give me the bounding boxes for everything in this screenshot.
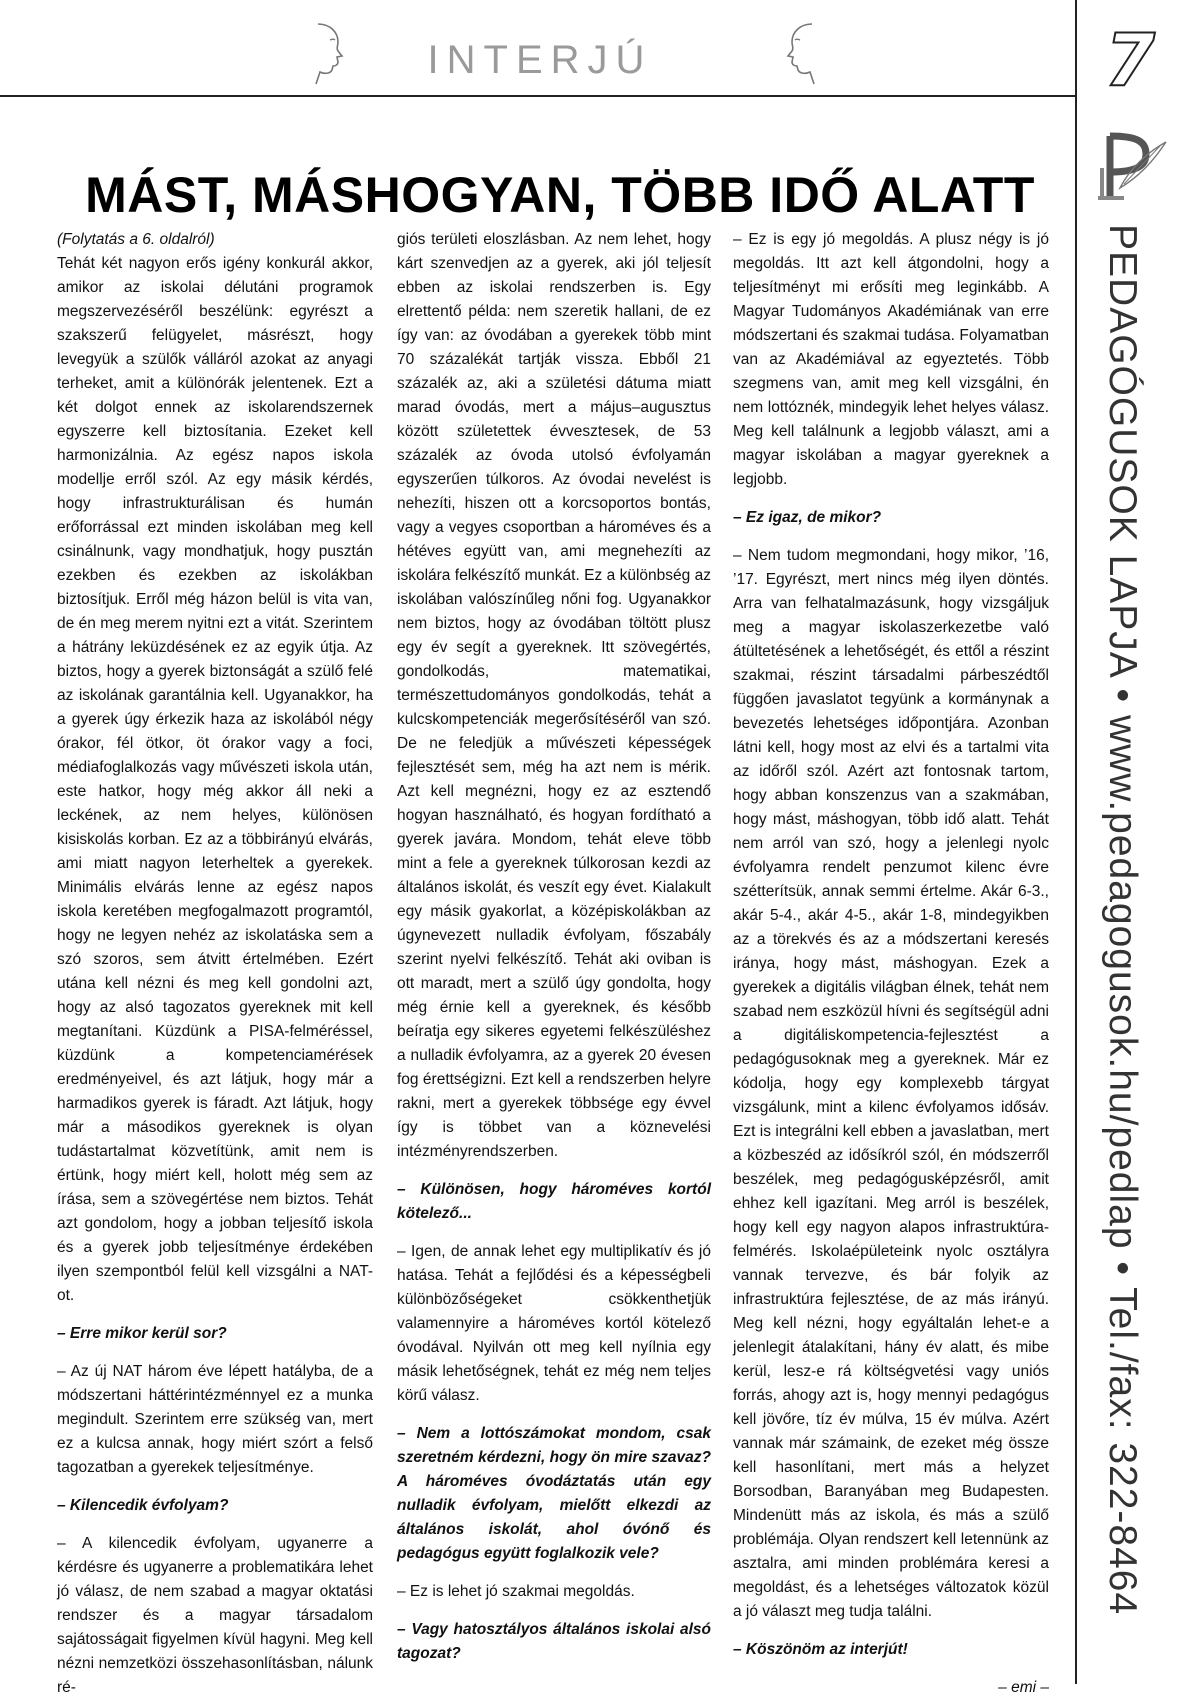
interview-question: – Erre mikor kerül sor? (57, 1325, 227, 1342)
page-number: 7 (1104, 18, 1156, 102)
article-column-3 (733, 228, 1049, 1700)
interview-answer: – Ez is egy jó megoldás. A plusz négy is jó megoldás. Itt azt kell átgondolni, hogy a teljesítményt mi erősíti meg leginkább. A Magyar Tudományos Akadémiának van erre módszertani és szakmai tudása. Folyamatban van az Akadémiával az egyeztetés. Több szegmens van, amit meg kell vizsgálni, én nem lottóznék, mindegyik lehet helyes válasz. Meg kell találnunk a legjobb választ, ami a magyar iskolában a magyar gyereknek a legjobb. (733, 231, 1049, 488)
article-column-1 (57, 228, 373, 1700)
interview-answer: – Az új NAT három éve lépett hatályba, de a módszertani háttérintézménnyel ez a munka megindult. Szerintem erre szükség van, mert ez a kulcsa annak, hogy miért szórt a felső tagozatban a gyerekek teljesítménye. (57, 1363, 373, 1476)
interview-question: – Nem a lottószámokat mondom, csak szeretném kérdezni, hogy ön mire szavaz? A hároméves óvodáztatás után egy nulladik évfolyam, mielőtt elkezdi az általános iskolát, ahol óvónő és pedagógus együtt foglalkozik vele? (397, 1425, 711, 1562)
pl-feather-logo (1090, 128, 1170, 208)
interview-question: – Ez igaz, de mikor? (733, 509, 882, 526)
face-profile-left-icon (770, 18, 840, 88)
interview-question: – Vagy hatosztályos általános iskolai alsó tagozat? (397, 1621, 711, 1662)
rail-divider (1075, 0, 1077, 1684)
author-signature: – emi – (998, 1679, 1049, 1696)
paragraph: Tehát két nagyon erős igény konkurál akkor, amikor az iskolai délutáni programok megszervezéséről beszélünk: egyrészt a szakszerű felügyelet, másrészt, hogy levegyük a szülők válláról azokat az anyagi terheket, amit a különórák jelentenek. Ezt a két dolgot ennek az iskolarendszernek egyszerre kell biztosítania. Ezeket kell harmonizálnia. Az egész napos iskola modellje erről szól. Az egy másik kérdés, hogy infrastrukturálisan és humán erőforrással ezt minden iskolában meg kell csinálnunk, vagy mondhatjuk, hogy pusztán ezekben és ezekben az iskolákban biztosítjuk. Erről még házon belül is vita van, de én meg merem nyitni ezt a vitát. Szerintem a hátrány leküzdésének ez az egyik útja. Az biztos, hogy a gyerek biztonságát a szülő felé az iskolának garantálnia kell. Ugyanakkor, ha a gyerek úgy érkezik haza az iskolából négy órakor, fél ötkor, öt órakor vagy a foci, médiafoglalkozás vagy művészeti iskola után, este hatkor, hogy még akkor áll neki a leckének, az nem helyes, különösen kisiskolás korban. Ez az a többirányú elvárás, ami miatt nagyon leterheltek a gyerekek. Minimális elvárás lenne az egész napos iskola keretében megfogalmazott programtól, hogy ne legyen nehéz az iskolatáska sem a szó szoros, sem átvitt értelmében. Ezért utána kell nézni és meg kell gondolni azt, hogy az alsó tagozatos gyereknek mit kell megtanítani. Küzdünk a PISA-felméréssel, küzdünk a kompetenciamérések eredményeivel, és azt látjuk, hogy már a harmadikos gyerek is fáradt. Azt látjuk, hogy már a másodikos gyereknek is olyan tudástartalmat közvetítünk, amit nem is értünk, hogy miért kell, holott még sem az írása, sem a szövegértése nem biztos. Tehát azt gondolom, hogy a jobban teljesítő iskola és a gyerek jobb teljesítménye érdekében ilyen szempontból felül kell vizsgálni a NAT-ot. (57, 255, 373, 1304)
interview-question: – Kilencedik évfolyam? (57, 1497, 229, 1514)
interview-answer: – Ez is lehet jó szakmai megoldás. (397, 1583, 635, 1600)
continuation-note: (Folytatás a 6. oldalról) (57, 231, 215, 248)
header-divider (0, 95, 1076, 97)
paragraph: giós területi eloszlásban. Az nem lehet, hogy kárt szenvedjen az a gyerek, aki jól teljesít ebben az iskolai rendszerben is. Egy elrettentő példa: nem szeretik hallani, de ez így van: az óvodában a gyerekek több mint 70 százalékát tartják vissza. Ebből 21 százalék az, aki a születési dátuma miatt marad óvodás, mert a május–augusztus között születettek évvesztesek, de 53 százalék az óvoda utolsó évfolyamán egyszerűen túlkoros. Az óvodai nevelést is nehezíti, hiszen ott a korcsoportos bontás, vagy a vegyes csoportban a hároméves és a hétéves együtt van, ami megnehezíti az iskolára felkészítő munkát. Ez a különbség az iskolában valószínűleg nőni fog. Ugyanakkor nem biztos, hogy az óvodában töltött plusz egy év segít a gyereknek. Itt szövegértés, gondolkodás, matematikai, természettudományos gondolkodás, tehát a kulcskompetenciák megerősítéséről van szó. De ne feledjük a művészeti képességek fejlesztését sem, még ha azt nem is mérik. Azt kell megnézni, hogy ez az esztendő hogyan használható, és hogyan fordítható a gyerek javára. Mondom, tehát eleve több mint a fele a gyereknek túlkorosan kezdi az általános iskolát, és veszít egy évet. Kialakult egy másik gyakorlat, a középiskolákban az úgynevezett nulladik évfolyam, főszabály szerint nyelvi felkészítő. Tehát aki oviban is ott maradt, mert a szülő úgy gondolta, hogy még érnie kell a gyereknek, és később beíratja egy sikeres egyetemi felkészüléshez a nulladik évfolyamra, az a gyerek 20 évesen fog érettségizni. Ezt kell a rendszerben helyre rakni, mert a gyerekek többsége egy évvel így is többet van a köznevelési intézményrendszerben. (397, 231, 711, 1160)
interview-answer: – Nem tudom megmondani, hogy mikor, ’16, ’17. Egyrészt, mert nincs még ilyen döntés. Arra van felhatalmazásunk, hogy vizsgáljuk meg a magyar iskolaszerkezetbe való átültetésének a lehetőségét, és ettől a részint szakmai, részint társadalmi párbeszédtől függően javaslatot tegyünk a kormánynak a bevezetés lehetséges időpontjára. Azonban látni kell, hogy most az elvi és a tartalmi vita az időről szól. Azért azt fontosnak tartom, hogy abban konszenzus van a szakmában, hogy mást, máshogyan, több idő alatt. Tehát nem arról van szó, hogy a jelenlegi nyolc évfolyamra rendelt penzumot kilenc évre szétterítsük, annak semmi értelme. Akár 6-3., akár 5-4., akár 4-5., akár 1-8, mindegyikben az a törekvés és az a módszertani keresés iránya, hogy mást, máshogyan. Ezek a gyerekek a digitális világban élnek, tehát nem szabad nem eszközül hívni és segítségül adni a digitáliskompetencia-fejlesztést a pedagógusoknak meg a gyereknek. Már ez kódolja, hogy egy komplexebb tárgyat vizsgálunk, mint a kilenc évfolyamos idősáv. Ezt is integrálni kell ebben a javaslatban, mert a közbeszéd az idősíkról szól, én módszerről beszélek, meg pedagógusképzésről, amit ehhez kell igazítani. Meg arról is beszélek, hogy kell egy nagyon alapos infrastruktúra-felmérés. Iskolaépületeink nyolc osztályra vannak tervezve, és bár folyik az infrastruktúra fejlesztése, de az más irányú. Meg kell nézni, hogy egyáltalán lehet-e a jelenlegit átalakítani, hány év alatt, és mibe kerül, lesz-e rá költségvetési vagy uniós forrás, ahogy azt is, hogy mennyi pedagógus kell jövőre, tíz év múlva, 15 év múlva. Azért vannak már számaink, de ezeket még össze kell hasonlítani, mert más a helyzet Borsodban, Baranyában meg Budapesten. Mindenütt más az iskola, és más a szülő problémája. Olyan rendszert kell letennünk az asztalra, ami minden problémára keresi a megoldást, és a lehetséges változatok közül a jó választ meg tudja találni. (733, 547, 1049, 1620)
face-profile-right-icon (290, 18, 360, 88)
interview-answer: – Igen, de annak lehet egy multiplikatív és jó hatása. Tehát a fejlődési és a képességbeli különbözőségeket csökkenthetjük valamennyire a hároméves kortól kötelező óvodával. Nyilván ott meg kell nyílnia egy másik lehetőségnek, tehát ez még nem teljes körű válasz. (397, 1243, 711, 1404)
article-title: MÁST, MÁSHOGYAN, TÖBB IDŐ ALATT (85, 166, 1035, 223)
article-column-2 (397, 228, 711, 1680)
interview-answer: – A kilencedik évfolyam, ugyanerre a kérdésre és ugyanerre a problematikára lehet jó válasz, de nem szabad a magyar oktatási rendszer és a magyar társadalom sajátosságait figyelmen kívül hagyni. Meg kell nézni nemzetközi összehasonlításban, nálunk ré- (57, 1535, 373, 1696)
page-header (0, 0, 1075, 96)
interview-question: – Különösen, hogy hároméves kortól kötelező... (397, 1181, 711, 1222)
interview-question: – Köszönöm az interjút! (733, 1641, 908, 1658)
section-label: INTERJÚ (427, 38, 653, 82)
rail-contact-text: PEDAGÓGUSOK LAPJA • www.pedagogusok.hu/pedlap • Tel./fax: 322-8464 (1101, 224, 1144, 1616)
